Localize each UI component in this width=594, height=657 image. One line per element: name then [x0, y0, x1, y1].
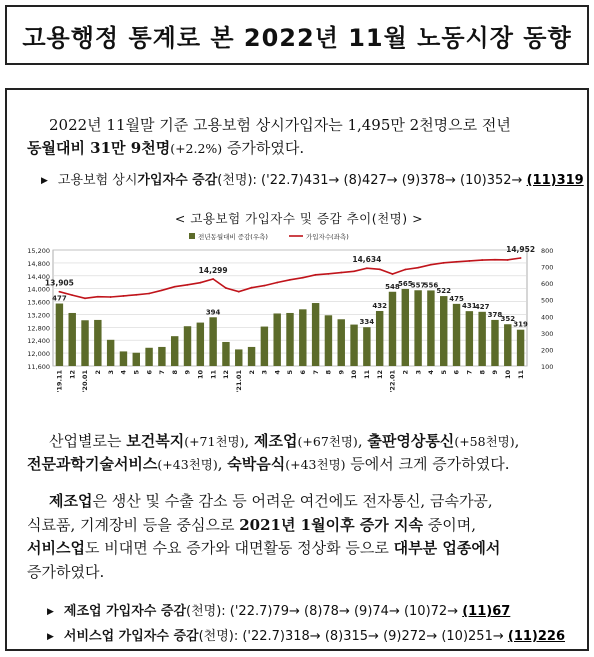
bar-value-label: 378 — [487, 310, 503, 319]
subscriber-point — [199, 282, 201, 284]
left-tick-label: 13,200 — [27, 311, 50, 320]
increase-bar — [235, 349, 242, 366]
industry-media: 출판영상통신 — [367, 432, 455, 450]
bullet-total-series: (천명): ('22.7)431→ (8)427→ (9)378→ (10)352→ — [217, 173, 527, 188]
bar-value-label: 557 — [410, 281, 426, 290]
x-tick-label: 12 — [68, 370, 77, 380]
increase-bar — [350, 325, 357, 366]
increase-bar — [517, 330, 524, 366]
industry-paragraph — [27, 430, 587, 476]
increase-bar — [56, 304, 63, 366]
left-tick-label: 12,400 — [27, 337, 50, 346]
right-tick-label: 600 — [541, 280, 554, 289]
x-tick-label: 9 — [491, 370, 500, 375]
bullet-svc — [47, 625, 565, 644]
x-tick-label: 6 — [145, 370, 154, 375]
x-tick-label: 11 — [363, 370, 372, 380]
industry-accommodation: 숙박음식 — [227, 455, 286, 473]
x-tick-label: 9 — [183, 370, 192, 375]
subscriber-point — [84, 297, 86, 299]
x-tick-label: 10 — [503, 370, 512, 380]
left-tick-label: 14,000 — [27, 285, 50, 294]
subscriber-point — [289, 279, 291, 281]
subscriber-point — [187, 284, 189, 286]
x-tick-label: 8 — [170, 370, 179, 375]
x-tick-label: 10 — [350, 370, 359, 380]
increase-bar — [209, 317, 216, 366]
increase-bar — [466, 311, 473, 366]
industry-mfg-value: (+67천명) — [297, 434, 358, 449]
left-tick-label: 12,000 — [27, 350, 50, 359]
left-tick-label: 12,800 — [27, 324, 50, 333]
bar-value-label: 432 — [372, 301, 387, 310]
subscriber-point — [443, 262, 445, 264]
increase-bar — [491, 320, 498, 366]
x-tick-label: 2 — [247, 370, 256, 375]
mfg-line-2 — [27, 514, 587, 538]
left-tick-label: 13,600 — [27, 298, 50, 307]
subscriber-point — [430, 264, 432, 266]
manufacturing-paragraph — [27, 490, 587, 584]
increase-bar — [158, 347, 165, 366]
increase-bar — [171, 336, 178, 366]
industry-media-value: (+58천명) — [454, 434, 515, 449]
increase-bar — [389, 292, 396, 366]
bullet-svc-latest: (11)226 — [507, 629, 565, 644]
x-tick-label: 7 — [158, 370, 167, 375]
subscriber-point — [392, 273, 394, 275]
line-value-label: 14,299 — [198, 266, 228, 276]
right-tick-label: 300 — [541, 329, 554, 338]
industry-text: 산업별로는 — [49, 432, 127, 450]
intro-line-2 — [27, 137, 587, 160]
x-tick-label: 5 — [132, 370, 141, 375]
industry-health-value: (+71천명) — [184, 434, 245, 449]
industry-line-1 — [27, 430, 587, 453]
subscriber-point — [302, 277, 304, 279]
bullet-mfg-series: (천명): ('22.7)79→ (8)78→ (9)74→ (10)72→ — [186, 604, 463, 619]
subscriber-point — [110, 296, 112, 298]
x-tick-label: 2 — [94, 370, 103, 375]
svc-highlight: 대부분 업종에서 — [393, 539, 501, 557]
intro-line-1: 2022년 11월말 기준 고용보험 상시가입자는 1,495만 2천명으로 전년 — [49, 116, 511, 134]
x-tick-label: 12 — [222, 370, 231, 380]
increase-bar — [184, 326, 191, 366]
subscriber-point — [315, 274, 317, 276]
subscriber-point — [520, 257, 522, 259]
increase-bar — [273, 313, 280, 366]
right-tick-label: 200 — [541, 346, 554, 355]
triangle-bullet-icon: ▶ — [47, 632, 54, 642]
right-tick-label: 700 — [541, 263, 554, 272]
increase-bar — [376, 311, 383, 366]
mfg-text-2: 식료품, 기계장비 등을 중심으로 — [27, 515, 240, 534]
subscriber-point — [340, 272, 342, 274]
bullet-total — [41, 169, 584, 188]
mfg-highlight: 2021년 1월이후 증가 지속 — [239, 515, 423, 534]
x-tick-label: 11 — [516, 370, 525, 380]
bar-value-label: 556 — [423, 281, 439, 290]
increase-bar — [286, 313, 293, 366]
right-tick-label: 100 — [541, 363, 554, 371]
x-tick-label: 7 — [311, 370, 320, 375]
increase-bar — [120, 351, 127, 366]
industry-accommodation-value: (+43천명) — [285, 457, 346, 472]
svc-subject: 서비스업 — [27, 539, 85, 557]
increase-bar — [107, 340, 114, 366]
x-tick-label: 3 — [414, 370, 423, 375]
bar-value-label: 565 — [397, 279, 413, 288]
increase-bar — [440, 296, 447, 366]
subscriber-point — [71, 294, 73, 296]
left-tick-label: 11,600 — [27, 363, 50, 371]
intro-tail: 증가하였다. — [222, 139, 305, 157]
subscriber-point — [353, 270, 355, 272]
subscriber-point — [276, 282, 278, 284]
increase-bar — [69, 313, 76, 366]
x-tick-label: 10 — [196, 370, 205, 380]
right-tick-label: 800 — [541, 247, 554, 255]
bar-value-label: 477 — [52, 294, 67, 303]
increase-bar — [504, 324, 511, 366]
subscriber-point — [366, 267, 368, 269]
subscriber-point — [212, 278, 214, 280]
industry-science: 전문과학기술서비스 — [27, 455, 158, 473]
subscriber-point — [135, 294, 137, 296]
left-tick-label: 15,200 — [27, 247, 50, 255]
industry-science-value: (+43천명) — [157, 457, 218, 472]
industry-sep: , — [514, 432, 520, 450]
bar-value-label: 522 — [436, 287, 452, 296]
bar-value-label: 548 — [385, 282, 400, 291]
x-tick-label: 8 — [478, 370, 487, 375]
subscriber-point — [456, 261, 458, 263]
increase-bar — [427, 290, 434, 366]
industry-line-2 — [27, 453, 587, 476]
industry-tail: 등에서 크게 증가하였다. — [345, 455, 510, 473]
x-tick-label: 5 — [439, 370, 448, 375]
increase-bar — [94, 320, 101, 366]
subscriber-point — [161, 289, 163, 291]
bar-value-label: 431 — [462, 302, 477, 311]
bar-value-label: 334 — [359, 318, 375, 327]
subscriber-point — [328, 273, 330, 275]
subscriber-point — [251, 287, 253, 289]
subscriber-point — [404, 269, 406, 271]
increase-bar — [133, 353, 140, 366]
x-tick-label: 4 — [119, 370, 128, 375]
subscriber-point — [225, 287, 227, 289]
triangle-bullet-icon: ▶ — [41, 176, 48, 186]
increase-bar — [261, 327, 268, 366]
line-value-label: 14,634 — [352, 255, 382, 265]
x-tick-label: 12 — [375, 370, 384, 380]
bullet-mfg-latest: (11)67 — [462, 604, 511, 619]
bar-value-label: 319 — [513, 320, 528, 329]
subscriber-point — [468, 260, 470, 262]
x-tick-label: 9 — [337, 370, 346, 375]
intro-paragraph — [27, 114, 587, 160]
mfg-line-4: 증가하였다. — [27, 562, 105, 581]
x-tick-label: 3 — [260, 370, 269, 375]
right-tick-label: 400 — [541, 313, 554, 322]
bullet-mfg — [47, 600, 510, 619]
subscriber-point — [148, 293, 150, 295]
industry-sep: , — [244, 432, 255, 450]
subscriber-point — [123, 295, 125, 297]
increase-bar — [402, 289, 409, 366]
increase-bar — [338, 319, 345, 366]
x-tick-label: 4 — [273, 370, 282, 375]
subscriber-point — [379, 268, 381, 270]
bar-value-label: 427 — [474, 302, 490, 311]
increase-bar — [145, 348, 152, 366]
bullet-svc-label: 서비스업 가입자수 증감 — [63, 629, 199, 644]
bar-value-label: 394 — [205, 308, 221, 317]
subscriber-point — [494, 259, 496, 261]
bar-value-label: 352 — [500, 315, 516, 324]
x-tick-label: 11 — [209, 370, 218, 380]
increase-bar — [478, 312, 485, 366]
x-tick-label: 4 — [427, 370, 436, 375]
chart-caption: < 고용보험 가입자수 및 증감 추이(천명) > — [174, 211, 424, 226]
intro-percent: (+2.2%) — [170, 141, 223, 156]
x-tick-label: '19.11 — [55, 370, 64, 393]
title-box — [5, 5, 589, 65]
left-tick-label: 14,400 — [27, 272, 50, 281]
x-tick-label: 2 — [401, 370, 410, 375]
left-tick-label: 14,800 — [27, 259, 50, 268]
bullet-total-label-b: 가입자수 증감 — [137, 173, 218, 188]
industry-mfg: 제조업 — [254, 432, 298, 450]
x-tick-label: 5 — [286, 370, 295, 375]
right-tick-label: 500 — [541, 296, 554, 305]
increase-bar — [453, 304, 460, 366]
mfg-line-3 — [27, 537, 587, 561]
subscriber-point — [481, 259, 483, 261]
line-value-label: 13,905 — [44, 278, 74, 288]
subscriber-point — [417, 267, 419, 269]
subscriber-point — [238, 291, 240, 293]
bullet-mfg-label: 제조업 가입자수 증감 — [63, 604, 186, 619]
x-tick-label: 3 — [106, 370, 115, 375]
subscriber-chart — [19, 228, 581, 404]
triangle-bullet-icon: ▶ — [47, 607, 54, 617]
increase-bar — [248, 347, 255, 366]
mfg-text-1: 은 생산 및 수출 감소 등 어려운 여건에도 전자통신, 금속가공, — [92, 492, 493, 510]
increase-bar — [414, 290, 421, 366]
increase-bar — [197, 323, 204, 366]
x-tick-label: 6 — [299, 370, 308, 375]
legend-bar-label: 전년동월대비 증감(우측) — [198, 233, 268, 241]
subscriber-point — [59, 291, 61, 293]
mfg-line-1 — [27, 490, 587, 514]
subscriber-point — [174, 286, 176, 288]
industry-health: 보건복지 — [126, 432, 185, 450]
increase-bar — [222, 342, 229, 366]
industry-sep: , — [217, 455, 228, 473]
bullet-total-label-a: 고용보험 상시 — [57, 173, 138, 188]
line-value-label: 14,952 — [506, 244, 536, 254]
x-tick-label: '21.01 — [234, 370, 243, 393]
x-tick-label: 6 — [452, 370, 461, 375]
increase-bar — [363, 327, 370, 366]
intro-highlight: 동월대비 31만 9천명 — [27, 139, 171, 157]
subscriber-point — [263, 285, 265, 287]
x-tick-label: 7 — [465, 370, 474, 375]
bullet-total-latest: (11)319 — [526, 173, 584, 188]
x-tick-label: 8 — [324, 370, 333, 375]
bullet-svc-series: (천명): ('22.7)318→ (8)315→ (9)272→ (10)251→ — [198, 629, 508, 644]
x-tick-label: '22.01 — [388, 370, 397, 393]
content-box — [5, 88, 589, 651]
svc-text: 도 비대면 수요 증가와 대면활동 정상화 등으로 — [84, 539, 394, 557]
legend-bar-swatch — [189, 233, 195, 239]
x-tick-label: '20.01 — [81, 370, 90, 393]
increase-bar — [325, 315, 332, 366]
increase-bar — [299, 309, 306, 366]
subscriber-point — [507, 259, 509, 261]
mfg-text-3: 중이며, — [423, 515, 477, 534]
industry-sep: , — [357, 432, 368, 450]
subscriber-point — [97, 296, 99, 298]
increase-bar — [81, 320, 88, 366]
bar-value-label: 475 — [449, 294, 464, 303]
legend-line-label: 가입자수(좌측) — [306, 233, 349, 241]
page-title: 고용행정 통계로 본 2022년 11월 노동시장 동향 — [22, 23, 572, 52]
increase-bar — [312, 303, 319, 366]
mfg-subject: 제조업 — [49, 492, 93, 510]
